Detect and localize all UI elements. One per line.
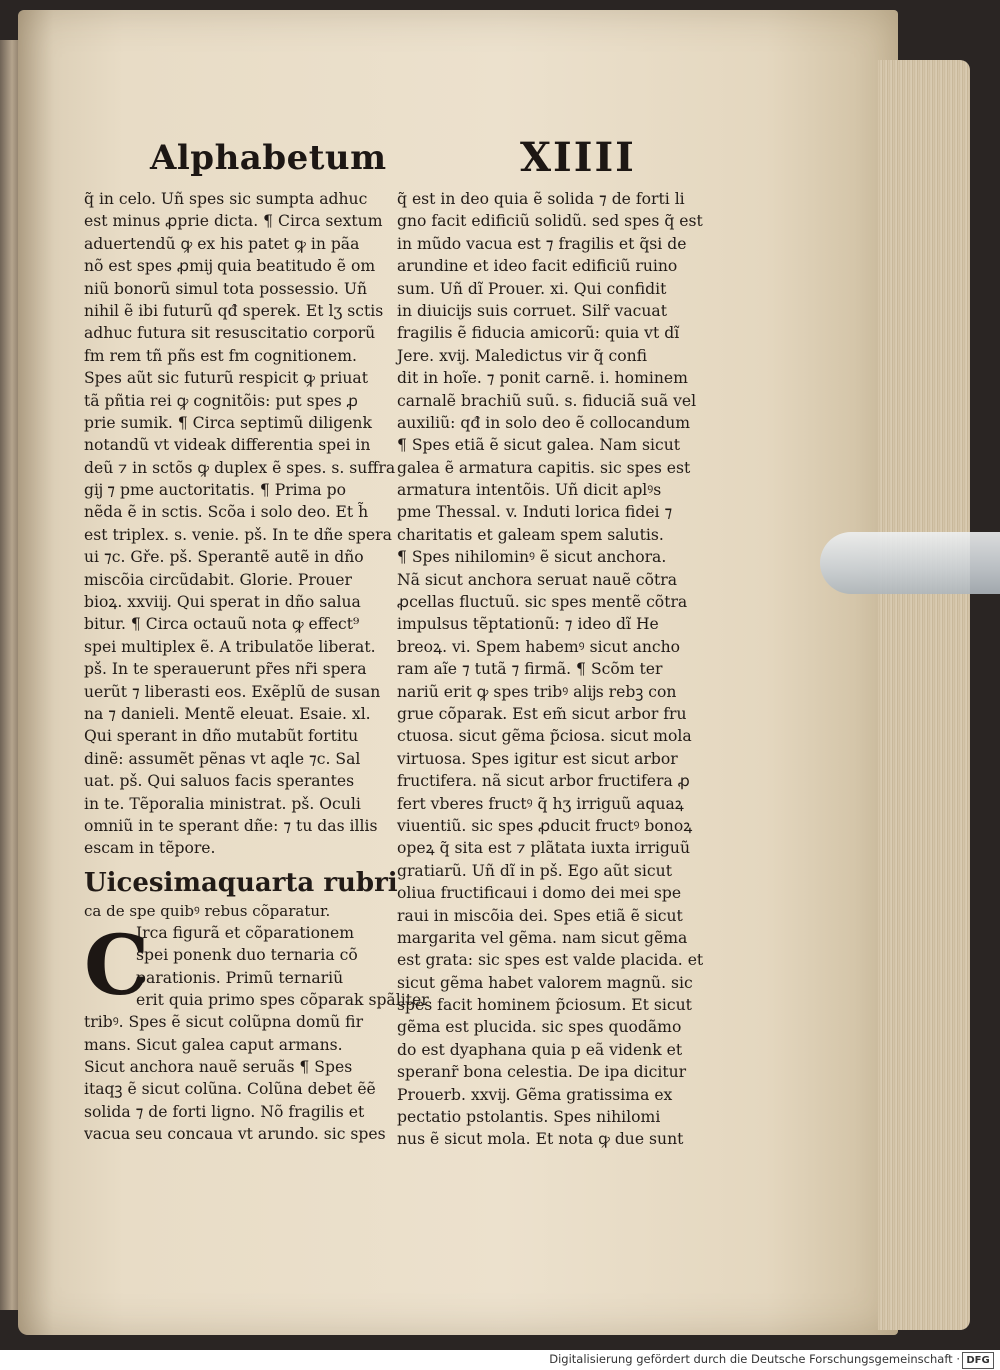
decorated-initial: C <box>84 917 150 1014</box>
text-line: est grata: sic spes est valde placida. et <box>397 951 704 970</box>
text-line: do est dyaphana quia p eã videnk et <box>397 1040 683 1059</box>
text-line: Nã sicut anchora seruat nauẽ cõtra <box>397 570 678 589</box>
text-line: fragilis ẽ fiducia amicorũ: quia vt dĩ <box>397 324 680 343</box>
page-clip <box>820 532 1000 594</box>
text-line: Qui sperant in dño mutabũt fortitu <box>84 727 359 746</box>
text-line: uerũt ⁊ liberasti eos. Exẽplũ de susan <box>84 682 381 701</box>
facing-page-edge <box>0 40 20 1310</box>
text-line: omniũ in te sperant dñe: ⁊ tu das illis <box>84 816 378 835</box>
text-line: bitur. ¶ Circa octauũ nota ꝙ effect⁹ <box>84 615 360 634</box>
text-line: deũ ⁊ in sctõs ꝙ duplex ẽ spes. s. suffra <box>84 458 396 477</box>
running-head <box>150 134 636 188</box>
text-line: notandũ vt videak differentia spei in <box>84 436 371 455</box>
text-line: escam in tẽpore. <box>84 839 216 858</box>
text-line: uat. pš. Qui saluos facis sperantes <box>84 772 355 791</box>
text-line: speranr̃ bona celestia. De ipa dicitur <box>397 1063 687 1082</box>
running-head-title: Alphabetum <box>150 138 387 178</box>
text-line: solida ⁊ de forti ligno. Nõ fragilis et <box>84 1102 365 1121</box>
text-line: dit in hoĩe. ⁊ ponit carnẽ. i. hominem <box>397 369 688 388</box>
text-line: gẽma est plucida. sic spes quodãmo <box>397 1018 682 1037</box>
folio-number: XIIII <box>520 134 636 181</box>
text-line: breoꝝ. vi. Spem habemꝰ sicut ancho <box>397 637 681 656</box>
text-line: est minus ꝓprie dicta. ¶ Circa sextum <box>84 212 383 231</box>
text-line: aduertendũ ꝙ ex his patet ꝙ in pãa <box>84 234 360 253</box>
text-line: Prouerb. xxvĳ. Gẽma gratissima ex <box>397 1085 673 1104</box>
text-line: nus ẽ sicut mola. Et nota ꝙ due sunt <box>397 1130 684 1149</box>
text-line: armatura intentõis. Uñ dicit aplꝰs <box>397 481 662 500</box>
text-line: grue cõparak. Est em̃ sicut arbor fru <box>397 704 687 723</box>
text-line: q̃ in celo. Uñ spes sic sumpta adhuc <box>84 190 368 208</box>
text-line: charitatis et galeam spem salutis. <box>397 525 664 544</box>
text-line: itaqꝫ ẽ sicut colũna. Colũna debet ẽẽ <box>84 1080 376 1099</box>
text-line: ui ⁊c. Gře. pš. Sperantẽ autẽ in dño <box>84 548 364 567</box>
right-column <box>397 188 702 1151</box>
text-line: fructifera. nã sicut arbor fructifera ꝓ <box>397 772 690 791</box>
text-line: opeꝝ q̃ sita est ⁊ plãtata iuxta irriguũ <box>397 839 690 858</box>
text-line: in te. Tẽporalia ministrat. pš. Oculi <box>84 794 361 813</box>
text-line: nihil ẽ ibi futurũ qđ sperek. Et lʒ sctis <box>84 301 384 320</box>
text-line: pme Thessal. v. Induti lorica fidei ⁊ <box>397 503 673 522</box>
text-line: Spes aũt sic futurũ respicit ꝙ priuat <box>84 369 368 388</box>
text-line: oliua fructificaui i domo dei mei spe <box>397 884 682 903</box>
text-line: pš. In te sperauerunt pr̃es nr̃i spera <box>84 660 367 679</box>
text-line: nẽda ẽ in sctis. Scõa i solo deo. Et h̃ <box>84 503 369 522</box>
text-line: auxiliũ: qđ in solo deo ẽ collocandum <box>397 413 691 432</box>
text-line: ram aĩe ⁊ tutã ⁊ firmã. ¶ Scõm ter <box>397 660 663 679</box>
text-line: tã pñtia rei ꝙ cognitõis: put spes ꝓ <box>84 391 358 410</box>
text-line: margarita vel gẽma. nam sicut gẽma <box>397 928 688 947</box>
text-line: fert vberes fructꝰ q̃ hʒ irriguũ aquaꝝ <box>397 794 684 813</box>
text-line: tribꝰ. Spes ẽ sicut colũpna domũ fir <box>84 1013 364 1032</box>
text-line: viuentiũ. sic spes ꝓducit fructꝰ bonoꝝ <box>397 816 693 835</box>
text-line: impulsus tẽptationũ: ⁊ ideo dĩ He <box>397 615 659 634</box>
text-line: gno facit edificiũ solidũ. sed spes q̃ est <box>397 212 703 231</box>
text-line: Irca figurã et cõparationem <box>136 923 355 942</box>
text-line: est triplex. s. venie. pš. In te dñe spera <box>84 525 392 544</box>
text-line: ctuosa. sicut gẽma p̃ciosa. sicut mola <box>397 727 692 746</box>
text-line: arundine et ideo facit edificiũ ruino <box>397 257 678 276</box>
text-line: fm rem tñ pñs est fm cognitionem. <box>84 346 357 365</box>
left-column <box>84 188 429 1146</box>
text-line: nariũ erit ꝙ spes tribꝰ alĳs rebꝫ con <box>397 682 677 701</box>
text-line: prie sumik. ¶ Circa septimũ diligenk <box>84 413 372 432</box>
text-line: niũ bonorũ simul tota possessio. Uñ <box>84 279 368 298</box>
text-line: ¶ Spes nihilominꝰ ẽ sicut anchora. <box>397 548 667 567</box>
text-line: Sicut anchora nauẽ seruãs ¶ Spes <box>84 1058 353 1077</box>
left-column-text <box>84 188 396 860</box>
text-line: raui in miscõia dei. Spes etiã ẽ sicut <box>397 906 683 925</box>
text-line: sum. Uñ dĩ Prouer. xi. Qui confidit <box>397 279 667 298</box>
initial-paragraph <box>84 917 429 1146</box>
text-line: miscõia circũdabit. Glorie. Prouer <box>84 570 352 589</box>
rubric-subtitle: ca de spe quibꝰ rebus cõparatur. <box>84 901 331 920</box>
text-line: gratiarũ. Uñ dĩ in pš. Ego aũt sicut <box>397 861 672 880</box>
rubric-title: Uicesimaquarta rubri <box>84 867 398 898</box>
text-line: spei multiplex ẽ. A tribulatõe liberat. <box>84 637 376 656</box>
text-line: gĳ ⁊ pme auctoritatis. ¶ Prima po <box>84 481 347 500</box>
text-line: nõ est spes ꝓmĳ quia beatitudo ẽ om <box>84 257 376 276</box>
text-line: ¶ Spes etiã ẽ sicut galea. Nam sicut <box>397 436 681 455</box>
text-line: vacua seu concaua vt arundo. sic spes <box>84 1125 386 1144</box>
rubric <box>84 867 398 922</box>
text-line: q̃ est in deo quia ẽ solida ⁊ de forti li <box>397 190 685 208</box>
text-line: galea ẽ armatura capitis. sic spes est <box>397 458 691 477</box>
text-line: in diuicĳs suis corruet. Silr̃ vacuat <box>397 301 667 320</box>
right-column-text <box>397 188 702 1151</box>
text-line: erit quia primo spes cõparak spãliter <box>136 990 429 1009</box>
funding-credit: Digitalisierung gefördert durch die Deutsche Forschungsgemeinschaft · <box>549 1352 960 1366</box>
text-line: spes facit hominem p̃ciosum. Et sicut <box>397 996 692 1015</box>
footer-bar <box>0 1350 1000 1370</box>
text-line: in mũdo vacua est ⁊ fragilis et q̃si de <box>397 234 687 253</box>
text-line: adhuc futura sit resuscitatio corporũ <box>84 324 376 343</box>
text-line: bioꝝ. xxviĳ. Qui sperat in dño salua <box>84 593 361 612</box>
text-line: na ⁊ danieli. Mentẽ eleuat. Esaie. xl. <box>84 704 371 723</box>
text-line: mans. Sicut galea caput armans. <box>84 1035 343 1054</box>
text-line: pectatio pstolantis. Spes nihilomi <box>397 1108 661 1127</box>
text-line: parationis. Primũ ternariũ <box>136 968 344 987</box>
text-line: sicut gẽma habet valorem magnũ. sic <box>397 973 693 992</box>
page-block-edges <box>878 60 970 1330</box>
text-line: carnalẽ brachiũ suũ. s. fiduciã suã vel <box>397 391 697 410</box>
text-line: Jere. xvĳ. Maledictus vir q̃ confi <box>397 346 648 365</box>
text-line: virtuosa. Spes igitur est sicut arbor <box>397 749 678 768</box>
dfg-logo: DFG <box>962 1352 994 1369</box>
text-line: dinẽ: assumẽt pẽnas vt aqle ⁊c. Sal <box>84 749 361 768</box>
text-line: ꝓcellas fluctuũ. sic spes mentẽ cõtra <box>397 593 688 612</box>
text-line: spei ponenk duo ternaria cõ <box>136 946 358 965</box>
